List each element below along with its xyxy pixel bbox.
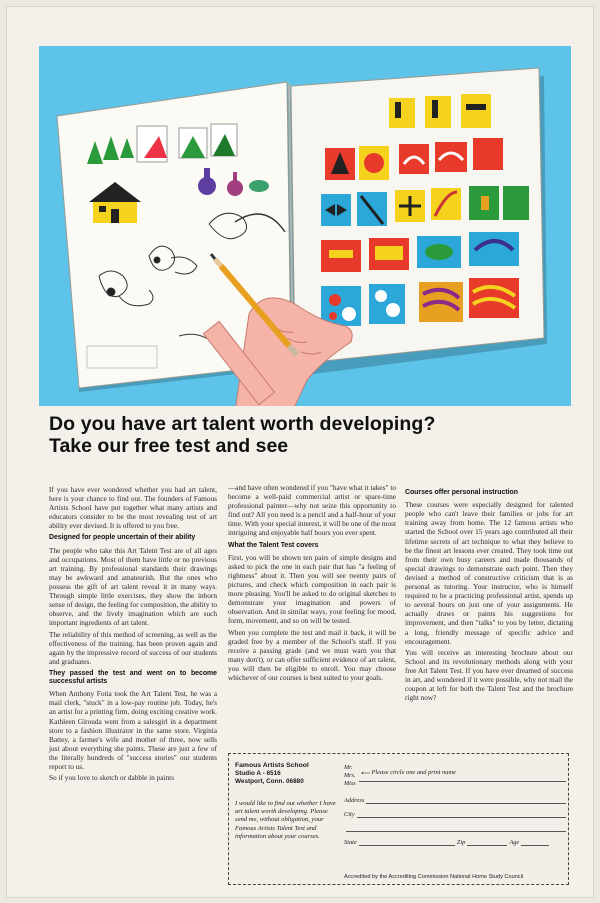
subheading: What the Talent Test covers (228, 541, 319, 549)
prefix-options[interactable] (344, 764, 356, 788)
paragraph: The reliability of this method of screening, as well as the effectiveness of the training, has been proven again and again by the impressive record of success of our students and graduates. (49, 629, 217, 666)
paragraph: When you complete the test and mail it back, it will be graded free by a member of the School's staff. If you receive a passing grade (and we must warn you that many don't), or can offer sufficient evidence of art talent, you will then be eligible to enroll. You may choose whichever of our courses is best suited to your goals. (228, 627, 396, 682)
zip-line[interactable] (467, 838, 507, 846)
circle-note-text: Please circle one and print name (371, 769, 456, 776)
subheading: Courses offer personal instruction (405, 489, 518, 496)
age-line[interactable] (521, 838, 549, 846)
state-label: State (344, 839, 357, 846)
prefix-miss[interactable]: Miss (344, 780, 356, 787)
paragraph: The people who take this Art Talent Test are of all ages and occupations. Most of them have little or no previous art training. By professional standards their drawings may be awkward and amateurish. But the ones who possess the gift of art talent reveal it in many ways. Through simple little exercises, they show the inborn sense of design, the feeling for composition, the ability to observe, and the lively imagination which are such important ingredients of art talent. (49, 545, 217, 628)
paragraph: When Anthony Fotia took the Art Talent Test, he was a mail clerk, "stuck" in a low-pay routine job. Today, he's an artist for a printing firm, doing exciting creative work. Kathleen Girouda went from a salesgirl in a department store to a fashion illustrator in the same store. Virginia Battey, a farmer's wife and mother of three, now sells just about everything she paints. These are just a few of the literally hundreds of "success stories" our students report to us. (49, 689, 217, 772)
city-field[interactable] (344, 804, 566, 818)
prefix-mr[interactable]: Mr. (344, 764, 353, 771)
hero-illustration (39, 46, 571, 406)
headline-line-1: Do you have art talent worth developing? (49, 413, 436, 435)
paragraph: First, you will be shown ten pairs of simple designs and asked to pick the one in each pair that has "a feeling of rightness" about it. Then you will see twenty pairs of pictures, and check which composition in each pair is more pleasing. You'll be asked to do original sketches to demonstrate your imagination and powers of observation. And in similar ways, your feeling for mood, form, movement, and so on will be tested. (228, 552, 396, 626)
body-column-3 (405, 485, 573, 704)
address-line[interactable] (366, 796, 566, 804)
subheading: They passed the test and went on to become successful artists (49, 669, 217, 686)
coupon-form (344, 764, 566, 846)
age-label: Age (509, 839, 520, 846)
blank-line[interactable] (344, 818, 566, 832)
magazine-page (6, 6, 594, 898)
headline-line-2: Take our free test and see (49, 435, 289, 457)
school-name: Famous Artists School (235, 762, 309, 769)
address-field[interactable] (344, 790, 566, 804)
address-label: Address (344, 797, 365, 804)
subheading: Designed for people uncertain of their ability (49, 534, 196, 542)
school-address: Westport, Conn. 06880 (235, 778, 304, 785)
name-field[interactable] (344, 764, 566, 790)
mail-coupon[interactable] (228, 753, 569, 885)
paragraph: So if you love to sketch or dabble in paints (49, 773, 175, 783)
accreditation-note: Accredited by the Accrediting Commission National Home Study Council (344, 874, 524, 880)
coupon-address-block (235, 762, 339, 841)
paragraph: —and have often wondered if you "have what it takes" to become a well-paid commercial artist or spare-time professional painter—why not seize this opportunity to find out? All you need is a pencil and a half-hour of your time. With your special interest, it will be one of the most intriguing and enjoyable half hours you ever spent. (228, 483, 396, 538)
coupon-request-text: I would like to find out whether I have art talent worth developing. Please send me, without obligation, your Famous Artists Talent Test and information about your courses. (235, 800, 336, 840)
city-label: City (344, 811, 355, 818)
headline (49, 414, 569, 457)
paragraph: If you have ever wondered whether you had art talent, here is your chance to find out. The founders of Famous Artists School have put together what many artists and educators consider to be the most revealing test of art ability ever devised. It is offered to you free. (49, 485, 217, 531)
circle-note[interactable]: ⟵ Please circle one and print name (359, 764, 566, 782)
zip-label: Zip (456, 839, 466, 846)
body-column-2 (228, 483, 396, 684)
body-column-1 (49, 485, 217, 784)
prefix-mrs[interactable]: Mrs. (344, 772, 356, 779)
open-workbook-illustration (39, 46, 571, 406)
paragraph: These courses were especially designed for talented people who can't leave their families or jobs for art training away from home. The 12 famous artists who started the School over 15 years ago contributed all their lifetime secrets of art technique to what they believe to be the finest art lessons ever created. They took time out from their own busy careers and made thousands of special drawings to demonstrate each point. Then they devised a method of constructive criticism that is as personal as tutoring. Your instructor, who is himself required to be a practicing professional artist, spends up to several hours on just one of your assignments. He actually draws or paints his suggestions for improvement, and then "talks" to you by letter, dictating a long, friendly message of specific advice and encouragement. (405, 500, 573, 646)
city-line[interactable] (357, 810, 566, 818)
studio-number: Studio A - 6516 (235, 770, 281, 777)
state-zip-age-row[interactable] (344, 832, 566, 846)
paragraph: You will receive an interesting brochure about our School and its revolutionary methods along with your free Art Talent Test. If you have ever dreamed of success in art, and wondered if it were possible, why not mail the coupon at left for both the Talent Test and the brochure right now? (405, 647, 573, 703)
extra-line[interactable] (346, 824, 566, 832)
state-line[interactable] (359, 838, 455, 846)
